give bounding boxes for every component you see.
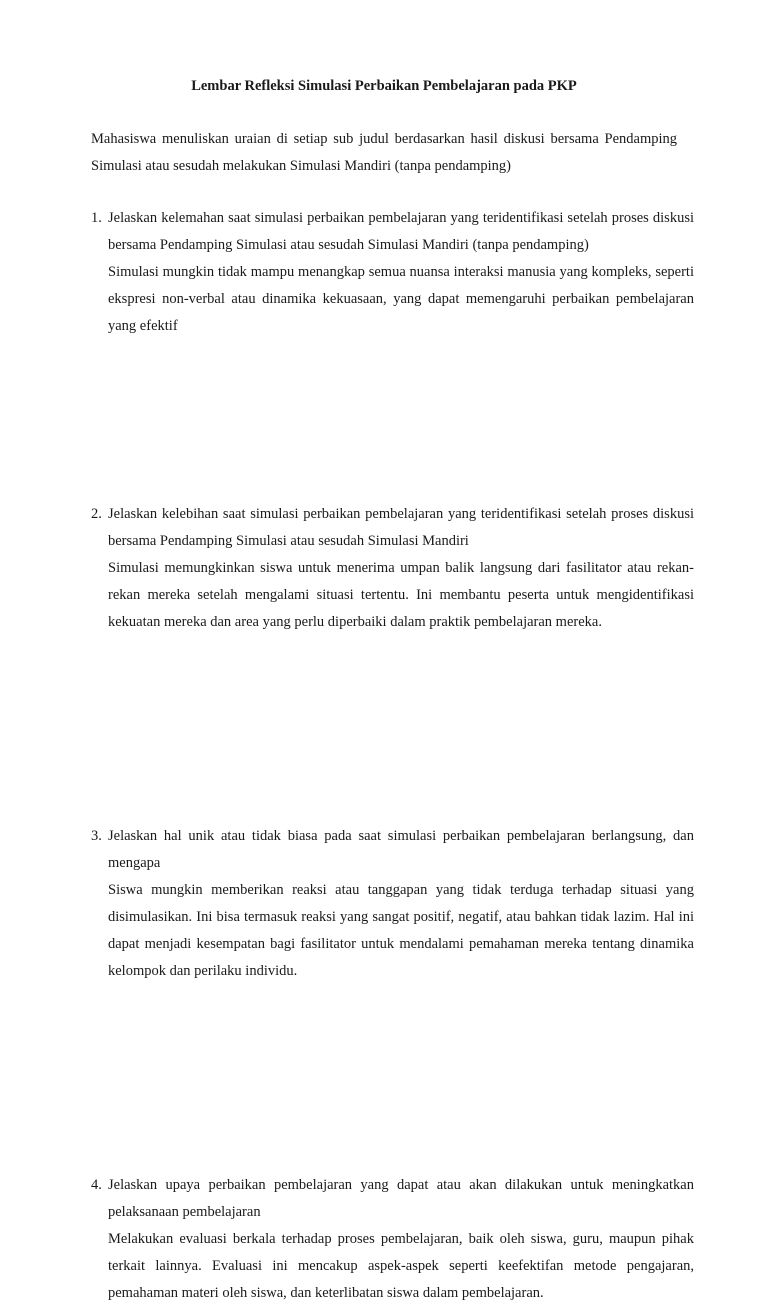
- item-number: 4.: [91, 1177, 102, 1193]
- intro-paragraph: Mahasiswa menuliskan uraian di setiap sub judul berdasarkan hasil diskusi bersama Pendamping Simulasi atau sesudah melakukan Simulasi Mandiri (tanpa pendamping): [91, 131, 677, 174]
- item-answer: Simulasi mungkin tidak mampu menangkap semua nuansa interaksi manusia yang kompleks, seperti ekspresi non-verbal atau dinamika kekuasaan, yang dapat memengaruhi perbaikan pembelajaran yang efektif: [108, 264, 694, 334]
- list-item: [91, 501, 694, 636]
- item-question: Jelaskan kelemahan saat simulasi perbaikan pembelajaran yang teridentifikasi setelah proses diskusi bersama Pendamping Simulasi atau sesudah Simulasi Mandiri (tanpa pendamping): [108, 210, 694, 253]
- item-answer: Melakukan evaluasi berkala terhadap proses pembelajaran, baik oleh siswa, guru, maupun pihak terkait lainnya. Evaluasi ini mencakup aspek-aspek seperti keefektifan metode pengajaran, pemahaman materi oleh siswa, dan keterlibatan siswa dalam pembelajaran.: [108, 1231, 694, 1301]
- item-number: 3.: [91, 828, 102, 844]
- list-item: [91, 1172, 694, 1307]
- item-answer: Siswa mungkin memberikan reaksi atau tanggapan yang tidak terduga terhadap situasi yang disimulasikan. Ini bisa termasuk reaksi yang sangat positif, negatif, atau bahkan tidak lazim. Hal ini dapat menjadi kesempatan bagi fasilitator untuk mendalami pemahaman mereka tentang dinamika kelompok dan perilaku individu.: [108, 882, 694, 979]
- item-answer: Simulasi memungkinkan siswa untuk menerima umpan balik langsung dari fasilitator atau rekan-rekan mereka setelah mengalami situasi tertentu. Ini membantu peserta untuk mengidentifikasi kekuatan mereka dan area yang perlu diperbaiki dalam praktik pembelajaran mereka.: [108, 560, 694, 630]
- page-title: Lembar Refleksi Simulasi Perbaikan Pembelajaran pada PKP: [191, 78, 577, 94]
- item-question: Jelaskan kelebihan saat simulasi perbaikan pembelajaran yang teridentifikasi setelah proses diskusi bersama Pendamping Simulasi atau sesudah Simulasi Mandiri: [108, 506, 694, 549]
- list-item: [91, 205, 694, 340]
- item-question: Jelaskan upaya perbaikan pembelajaran yang dapat atau akan dilakukan untuk meningkatkan pelaksanaan pembelajaran: [108, 1177, 694, 1220]
- list-item: [91, 823, 694, 985]
- item-number: 1.: [91, 210, 102, 226]
- item-question: Jelaskan hal unik atau tidak biasa pada saat simulasi perbaikan pembelajaran berlangsung, dan mengapa: [108, 828, 694, 871]
- item-number: 2.: [91, 506, 102, 522]
